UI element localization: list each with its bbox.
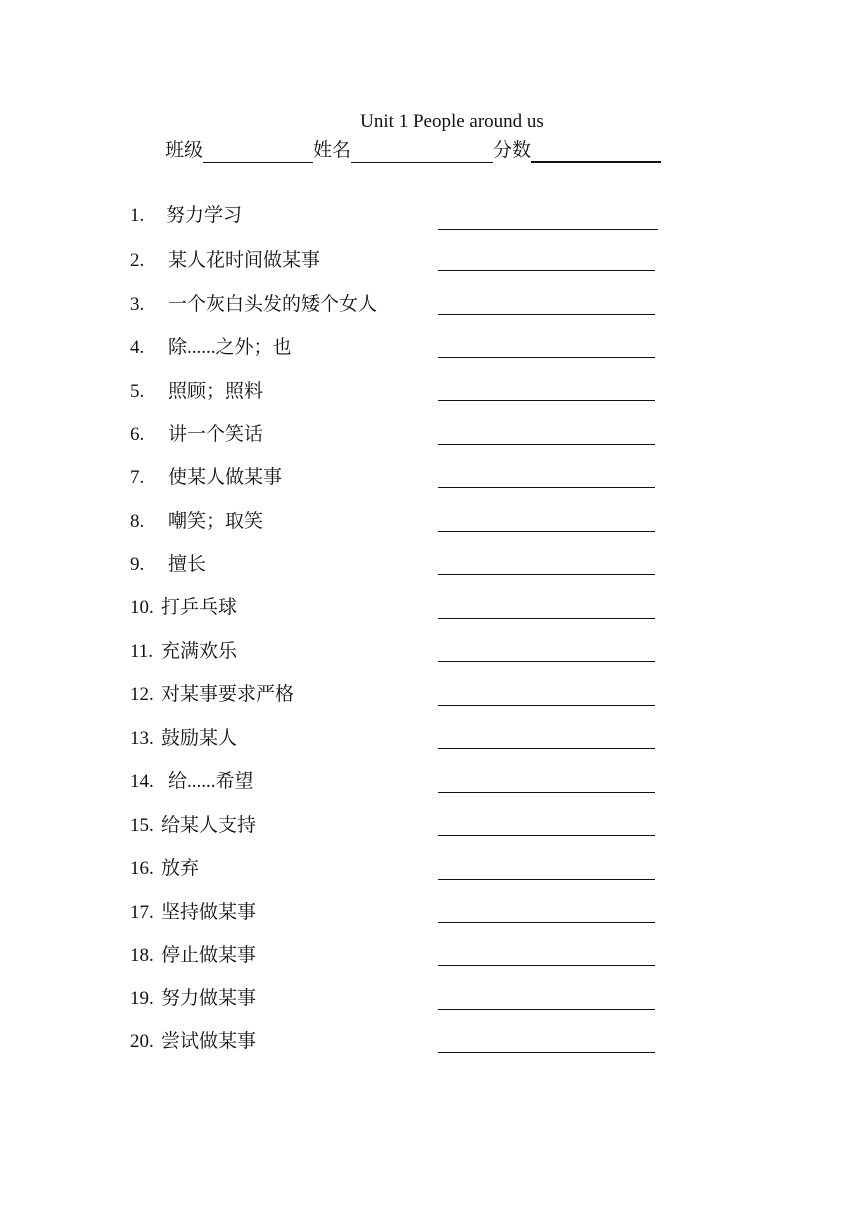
question-item [130,293,430,317]
question-item [130,683,430,707]
question-number: 13. [130,728,154,749]
answer-blank[interactable] [438,922,655,923]
question-item [130,380,430,404]
question-text: 停止做某事 [161,945,257,966]
name-blank[interactable] [351,140,493,163]
question-number: 2. [130,250,145,271]
question-item [130,727,430,751]
question-number: 9. [130,554,145,575]
answer-blank[interactable] [438,792,655,793]
answer-blank[interactable] [438,357,655,358]
answer-blank[interactable] [438,705,655,706]
question-text: 给某人支持 [161,815,257,836]
answer-blank[interactable] [438,748,655,749]
answer-blank[interactable] [438,661,655,662]
question-number: 10. [130,597,154,618]
question-number: 12. [130,684,154,705]
answer-blank[interactable] [438,531,655,532]
question-number: 15. [130,815,154,836]
question-text: 照顾；照料 [168,381,264,402]
class-blank[interactable] [203,140,313,163]
question-text: 使某人做某事 [168,467,283,488]
question-text: 坚持做某事 [161,902,257,923]
question-text: 某人花时间做某事 [168,250,321,271]
question-text: 放弃 [161,858,200,879]
question-number: 18. [130,945,154,966]
question-text: 擅长 [168,554,207,575]
answer-blank[interactable] [438,618,655,619]
question-text: 嘲笑；取笑 [168,511,264,532]
question-item [130,814,430,838]
answer-blank[interactable] [438,879,655,880]
question-number: 8. [130,511,145,532]
question-number: 16. [130,858,154,879]
question-number: 7. [130,467,145,488]
answer-blank[interactable] [438,574,655,575]
question-number: 17. [130,902,154,923]
question-item [130,204,430,228]
question-number: 11. [130,641,154,662]
question-item [130,596,430,620]
question-item [130,466,430,490]
question-item [130,336,430,360]
question-text: 尝试做某事 [161,1031,257,1052]
name-label: 姓名 [313,140,352,161]
question-text: 努力做某事 [161,988,257,1009]
question-number: 20. [130,1031,154,1052]
question-text: 一个灰白头发的矮个女人 [168,294,378,315]
score-label: 分数 [493,140,532,161]
question-number: 3. [130,294,145,315]
question-item [130,987,430,1011]
question-text: 鼓励某人 [161,728,238,749]
answer-blank[interactable] [438,400,655,401]
question-item [130,944,430,968]
answer-blank[interactable] [438,1009,655,1010]
question-number: 6. [130,424,145,445]
answer-blank[interactable] [438,487,655,488]
question-item [130,423,430,447]
question-item [130,1030,430,1054]
question-number: 14. [130,771,154,792]
question-text: 对某事要求严格 [161,684,295,705]
student-info-row [165,139,661,163]
question-text: 给......希望 [168,771,254,792]
question-item [130,901,430,925]
question-text: 充满欢乐 [161,641,238,662]
worksheet-title: Unit 1 People around us [360,111,544,132]
answer-blank[interactable] [438,444,655,445]
answer-blank[interactable] [438,835,655,836]
class-label: 班级 [165,140,204,161]
answer-blank[interactable] [438,229,658,230]
question-number: 19. [130,988,154,1009]
question-item [130,510,430,534]
question-text: 讲一个笑话 [168,424,264,445]
answer-blank[interactable] [438,270,655,271]
score-blank[interactable] [531,139,661,163]
question-text: 努力学习 [166,205,243,226]
question-number: 1. [130,205,145,226]
question-item [130,249,430,273]
question-item [130,770,430,794]
question-item [130,553,430,577]
question-item [130,640,430,664]
question-item [130,857,430,881]
answer-blank[interactable] [438,965,655,966]
answer-blank[interactable] [438,314,655,315]
question-text: 打乒乓球 [161,597,238,618]
question-number: 5. [130,381,145,402]
question-text: 除......之外；也 [168,337,292,358]
question-number: 4. [130,337,145,358]
answer-blank[interactable] [438,1052,655,1053]
